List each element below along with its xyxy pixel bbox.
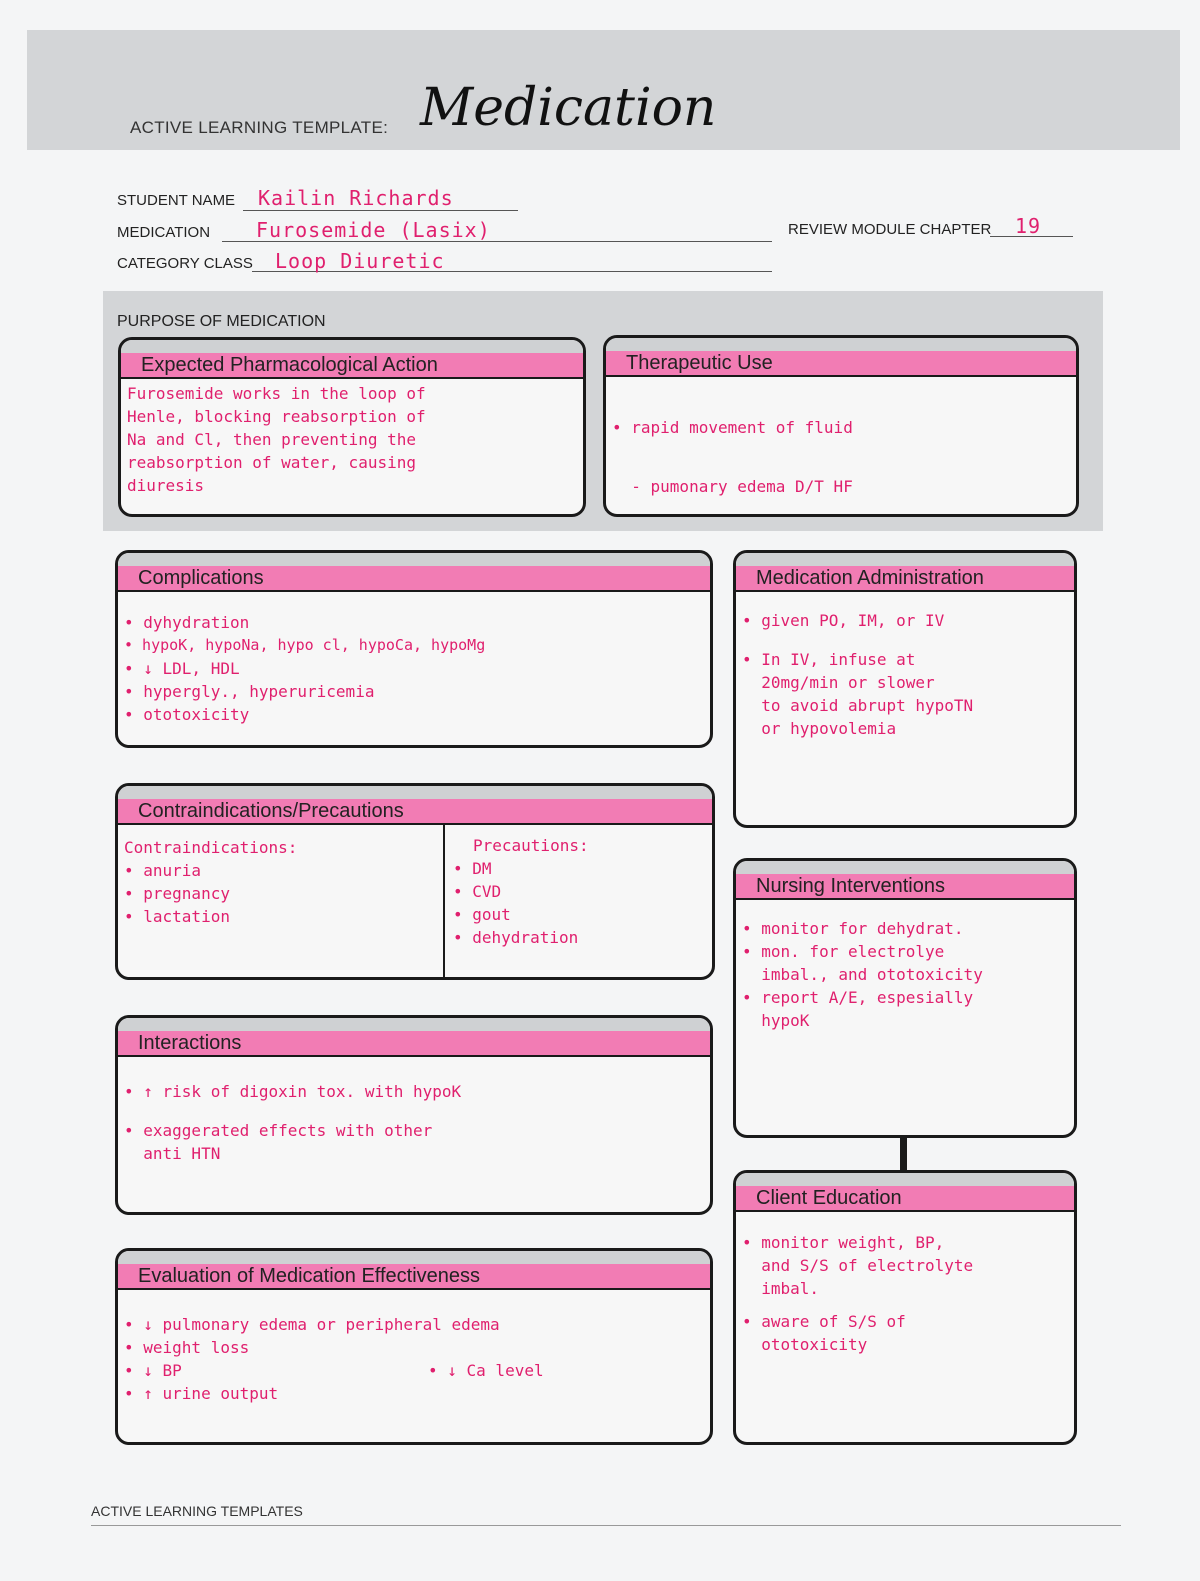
list-item: • report A/E, espesially (742, 988, 974, 1007)
interactions-box (115, 1015, 713, 1215)
student-name-value: Kailin Richards (258, 186, 454, 210)
list-item: to avoid abrupt hypoTN (742, 696, 974, 715)
list-item: reabsorption of water, causing (127, 453, 416, 472)
list-item: • dyhydration (124, 613, 250, 632)
list-item: Precautions: (473, 836, 589, 855)
interactions-title: Interactions (118, 1031, 710, 1057)
list-item (124, 1103, 704, 1119)
column-divider (443, 824, 445, 977)
list-item: Henle, blocking reabsorption of (127, 407, 426, 426)
list-item: • pregnancy (124, 884, 230, 903)
review-chapter-value: 19 (1015, 214, 1042, 238)
list-item: • ↑ urine output (124, 1384, 279, 1403)
contraindications-box (115, 783, 715, 980)
purpose-label: PURPOSE OF MEDICATION (117, 313, 326, 330)
nursing-interventions-title: Nursing Interventions (736, 874, 1074, 900)
list-item: Furosemide works in the loop of (127, 384, 426, 403)
list-item: • given PO, IM, or IV (742, 611, 945, 630)
list-item: • exaggerated effects with other (124, 1121, 433, 1140)
administration-title: Medication Administration (736, 566, 1074, 592)
template-title: Medication (420, 78, 717, 138)
list-item: • ↑ risk of digoxin tox. with hypoK (124, 1082, 462, 1101)
student-name-line (243, 210, 518, 211)
list-item (742, 632, 1068, 648)
list-item: • anuria (124, 861, 202, 880)
list-item: • ↓ Ca level (428, 1361, 544, 1380)
box-connector (900, 1135, 907, 1173)
list-item: or hypovolemia (742, 719, 897, 738)
student-name-label: STUDENT NAME (117, 192, 236, 209)
list-item: • ototoxicity (124, 705, 250, 724)
template-label: ACTIVE LEARNING TEMPLATE: (130, 118, 389, 137)
client-education-box (733, 1170, 1077, 1445)
therapeutic-use-title: Therapeutic Use (606, 351, 1076, 377)
list-item: • rapid movement of fluid (612, 418, 853, 437)
list-item: • gout (453, 905, 511, 924)
list-item: diuresis (127, 476, 205, 495)
list-item: Na and Cl, then preventing the (127, 430, 416, 449)
expected-action-box (118, 337, 586, 517)
list-item: • aware of S/S of (742, 1312, 906, 1331)
complications-title: Complications (118, 566, 710, 592)
review-chapter-label: REVIEW MODULE CHAPTER (788, 221, 992, 238)
footer-rule (91, 1525, 1121, 1526)
list-item: • ↓ LDL, HDL (124, 659, 240, 678)
therapeutic-use-box (603, 335, 1079, 517)
list-item: • mon. for electrolye (742, 942, 945, 961)
list-item: - pumonary edema D/T HF (612, 477, 853, 496)
category-class-label: CATEGORY CLASS (117, 255, 253, 272)
list-item: • ↓ BP (124, 1361, 182, 1380)
nursing-interventions-box (733, 858, 1077, 1138)
evaluation-title: Evaluation of Medication Effectiveness (118, 1264, 710, 1290)
list-item: • monitor weight, BP, (742, 1233, 945, 1252)
list-item: ototoxicity (742, 1335, 868, 1354)
list-item: • ↓ pulmonary edema or peripheral edema (124, 1315, 500, 1334)
list-item: 20mg/min or slower (742, 673, 935, 692)
list-item: • hypergly., hyperuricemia (124, 682, 375, 701)
list-item: • In IV, infuse at (742, 650, 916, 669)
list-item: and S/S of electrolyte (742, 1256, 974, 1275)
administration-box (733, 550, 1077, 828)
footer-label: ACTIVE LEARNING TEMPLATES (91, 1503, 303, 1519)
complications-box (115, 550, 713, 748)
expected-action-title: Expected Pharmacological Action (121, 353, 583, 379)
list-item: imbal., and ototoxicity (742, 965, 983, 984)
medication-value: Furosemide (Lasix) (256, 218, 491, 242)
list-item: • hypoK, hypoNa, hypo cl, hypoCa, hypoMg (124, 636, 486, 654)
list-item: • CVD (453, 882, 502, 901)
list-item: hypoK (742, 1011, 810, 1030)
client-education-title: Client Education (736, 1186, 1074, 1212)
list-item: • DM (453, 859, 492, 878)
medication-label: MEDICATION (117, 224, 211, 241)
contraindications-title: Contraindications/Precautions (118, 799, 712, 825)
list-item: • dehydration (453, 928, 579, 947)
list-item: • weight loss (124, 1338, 250, 1357)
list-item: Contraindications: (124, 838, 298, 857)
list-item: anti HTN (124, 1144, 221, 1163)
list-item: • monitor for dehydrat. (742, 919, 964, 938)
category-class-value: Loop Diuretic (275, 249, 445, 273)
list-item: imbal. (742, 1279, 820, 1298)
list-item: • lactation (124, 907, 230, 926)
evaluation-box (115, 1248, 713, 1445)
